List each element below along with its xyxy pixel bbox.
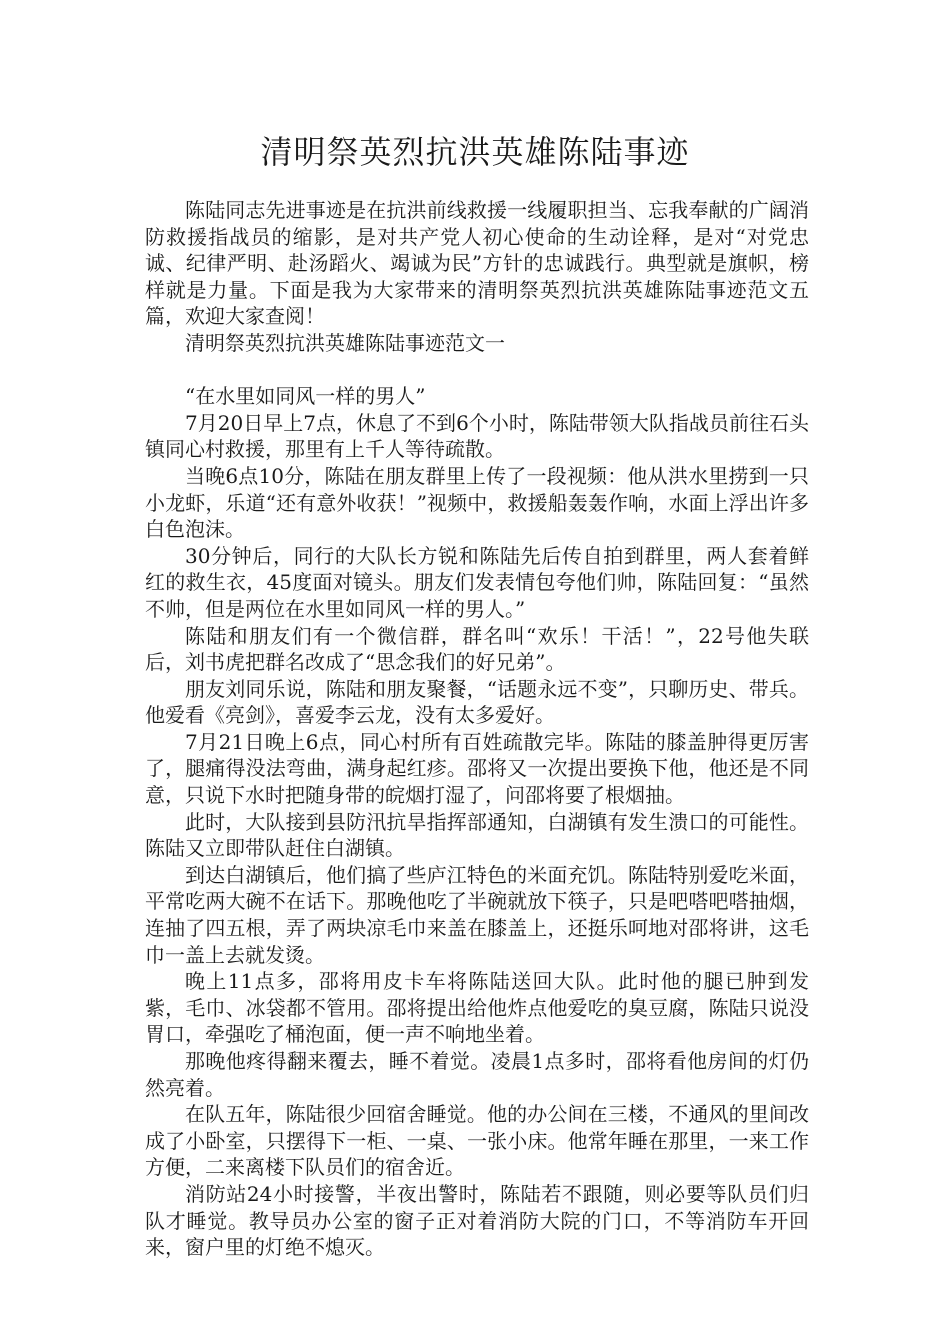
- body-paragraph: 消防站24小时接警，半夜出警时，陈陆若不跟随，则必要等队员们归队才睡觉。教导员办公室的窗子正对着消防大院的门口，不等消防车开回来，窗户里的灯绝不熄灭。: [145, 1181, 809, 1260]
- body-paragraph: 那晚他疼得翻来覆去，睡不着觉。凌晨1点多时，邵将看他房间的灯仍然亮着。: [145, 1049, 809, 1100]
- document-body: [145, 197, 809, 1261]
- blank-line: [145, 357, 809, 384]
- document-title: 清明祭英烈抗洪英雄陈陆事迹: [260, 133, 690, 171]
- body-paragraph: 在队五年，陈陆很少回宿舍睡觉。他的办公间在三楼，不通风的里间改成了小卧室，只摆得下一柜、一桌、一张小床。他常年睡在那里，一来工作方便，二来离楼下队员们的宿舍近。: [145, 1102, 809, 1180]
- subsection-heading: “在水里如同风一样的男人”: [185, 384, 426, 409]
- body-paragraph: 晚上11点多，邵将用皮卡车将陈陆送回大队。此时他的腿已肿到发紫，毛巾、冰袋都不管用。邵将提出给他炸点他爱吃的臭豆腐，陈陆只说没胃口，牵强吃了桶泡面，便一声不响地坐着。: [145, 969, 809, 1047]
- body-paragraph: 7月20日早上7点，休息了不到6个小时，陈陆带领大队指战员前往石头镇同心村救援，那里有上千人等待疏散。: [145, 410, 809, 462]
- body-paragraph: 到达白湖镇后，他们搞了些庐江特色的米面充饥。陈陆特别爱吃米面，平常吃两大碗不在话下。那晚他吃了半碗就放下筷子，只是吧嗒吧嗒抽烟，连抽了四五根，弄了两块凉毛巾来盖在膝盖上，还挺乐呵地对邵将讲，这毛巾一盖上去就发烫。: [145, 862, 809, 967]
- body-paragraph: 此时，大队接到县防汛抗旱指挥部通知，白湖镇有发生溃口的可能性。陈陆又立即带队赶住白湖镇。: [145, 809, 809, 861]
- section-heading: 清明祭英烈抗洪英雄陈陆事迹范文一: [185, 330, 505, 355]
- intro-paragraph: 陈陆同志先进事迹是在抗洪前线救援一线履职担当、忘我奉献的广阔消防救援指战员的缩影，是对共产党人初心使命的生动诠释，是对“对党忠诚、纪律严明、赴汤蹈火、竭诚为民”方针的忠诚践行。典型就是旗帜，榜样就是力量。下面是我为大家带来的清明祭英烈抗洪英雄陈陆事迹范文五篇，欢迎大家查阅！: [145, 198, 809, 329]
- body-paragraph: 朋友刘同乐说，陈陆和朋友聚餐，“话题永远不变”，只聊历史、带兵。他爱看《亮剑》，喜爱李云龙，没有太多爱好。: [145, 676, 809, 728]
- body-paragraph: 陈陆和朋友们有一个微信群，群名叫“欢乐！干活！”，22号他失联后，刘书虎把群名改成了“思念我们的好兄弟”。: [145, 623, 809, 675]
- body-paragraph: 7月21日晚上6点，同心村所有百姓疏散完毕。陈陆的膝盖肿得更厉害了，腿痛得没法弯曲，满身起红疹。邵将又一次提出要换下他，他还是不同意，只说下水时把随身带的皖烟打湿了，问邵将要了根烟抽。: [145, 729, 809, 808]
- body-paragraph: 30分钟后，同行的大队长方锐和陈陆先后传自拍到群里，两人套着鲜红的救生衣，45度面对镜头。朋友们发表情包夸他们帅，陈陆回复：“虽然不帅，但是两位在水里如同风一样的男人。”: [145, 543, 809, 621]
- body-paragraph: 当晚6点10分，陈陆在朋友群里上传了一段视频：他从洪水里捞到一只小龙虾，乐道“还有意外收获！”视频中，救援船轰轰作响，水面上浮出许多白色泡沫。: [145, 463, 809, 542]
